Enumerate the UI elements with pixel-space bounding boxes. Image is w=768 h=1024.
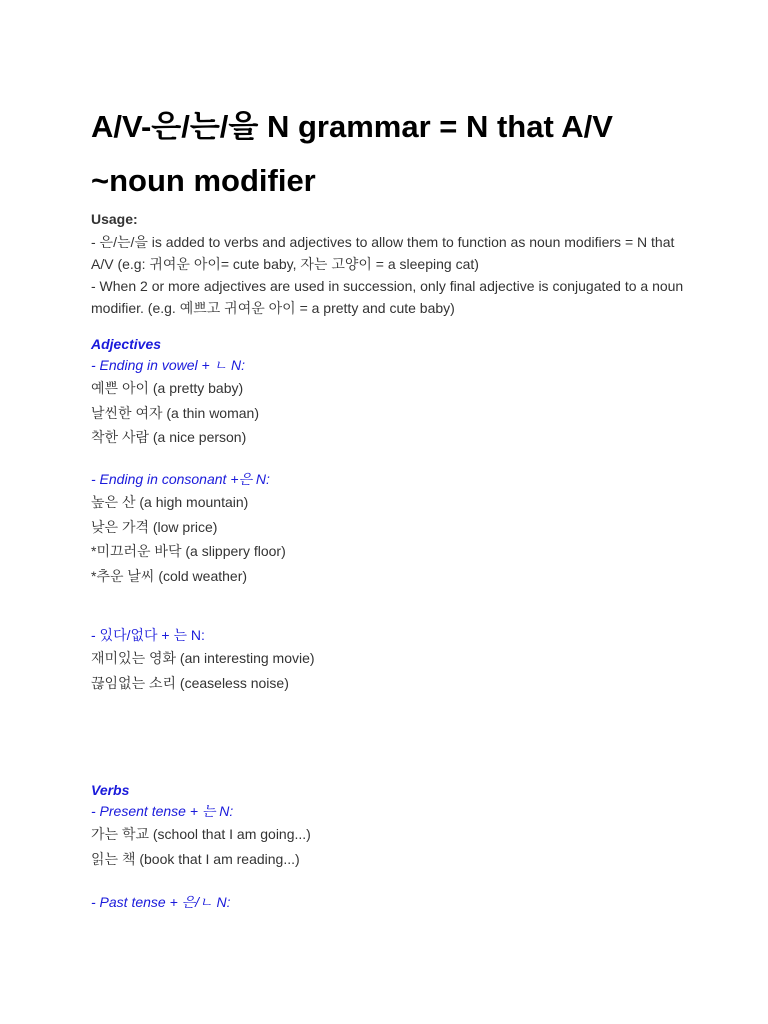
list-item: *미끄러운 바닥 (a slippery floor) bbox=[91, 543, 286, 559]
list-item: 끊임없는 소리 (ceaseless noise) bbox=[91, 674, 289, 691]
page-title: A/V-은/는/을 N grammar = N that A/V ~noun modifier bbox=[91, 109, 613, 198]
list-item: 읽는 책 (book that I am reading...) bbox=[91, 850, 300, 867]
list-item: 높은 산 (a high mountain) bbox=[91, 494, 249, 510]
usage-line-2: - When 2 or more adjectives are used in succession, only final adjective is conjugated to a noun modifier. (e.g. 예쁘고 귀여운 아이 = a pretty and cute baby) bbox=[91, 278, 684, 316]
itda-heading: - 있다/없다 + 는 N: bbox=[91, 627, 205, 643]
consonant-section bbox=[91, 468, 691, 588]
document-page bbox=[91, 100, 691, 208]
usage-section bbox=[91, 209, 691, 319]
verbs-section bbox=[91, 780, 691, 871]
present-heading: - Present tense + 는 N: bbox=[91, 803, 234, 819]
itda-section bbox=[91, 624, 691, 695]
past-section bbox=[91, 891, 691, 913]
past-heading: - Past tense + 은/ㄴ N: bbox=[91, 894, 231, 910]
list-item: 날씬한 여자 (a thin woman) bbox=[91, 404, 259, 421]
usage-label: Usage: bbox=[91, 211, 138, 227]
list-item: 착한 사람 (a nice person) bbox=[91, 429, 247, 445]
adjectives-section bbox=[91, 334, 691, 450]
list-item: 재미있는 영화 (an interesting movie) bbox=[91, 650, 315, 666]
vowel-heading: - Ending in vowel + ㄴ N: bbox=[91, 357, 245, 373]
consonant-heading: - Ending in consonant +은 N: bbox=[91, 471, 270, 487]
list-item: *추운 날씨 (cold weather) bbox=[91, 567, 248, 584]
list-item: 가는 학교 (school that I am going...) bbox=[91, 826, 311, 842]
list-item: 낮은 가격 (low price) bbox=[91, 518, 218, 535]
list-item: 예쁜 아이 (a pretty baby) bbox=[91, 380, 244, 396]
adjectives-title: Adjectives bbox=[91, 336, 162, 352]
usage-line-1: - 은/는/을 is added to verbs and adjectives to allow them to function as noun modifiers = N that A/V (e.g: 귀여운 아이= cute baby, 자는 고양이 = a sleeping cat) bbox=[91, 234, 675, 272]
verbs-title: Verbs bbox=[91, 782, 130, 798]
